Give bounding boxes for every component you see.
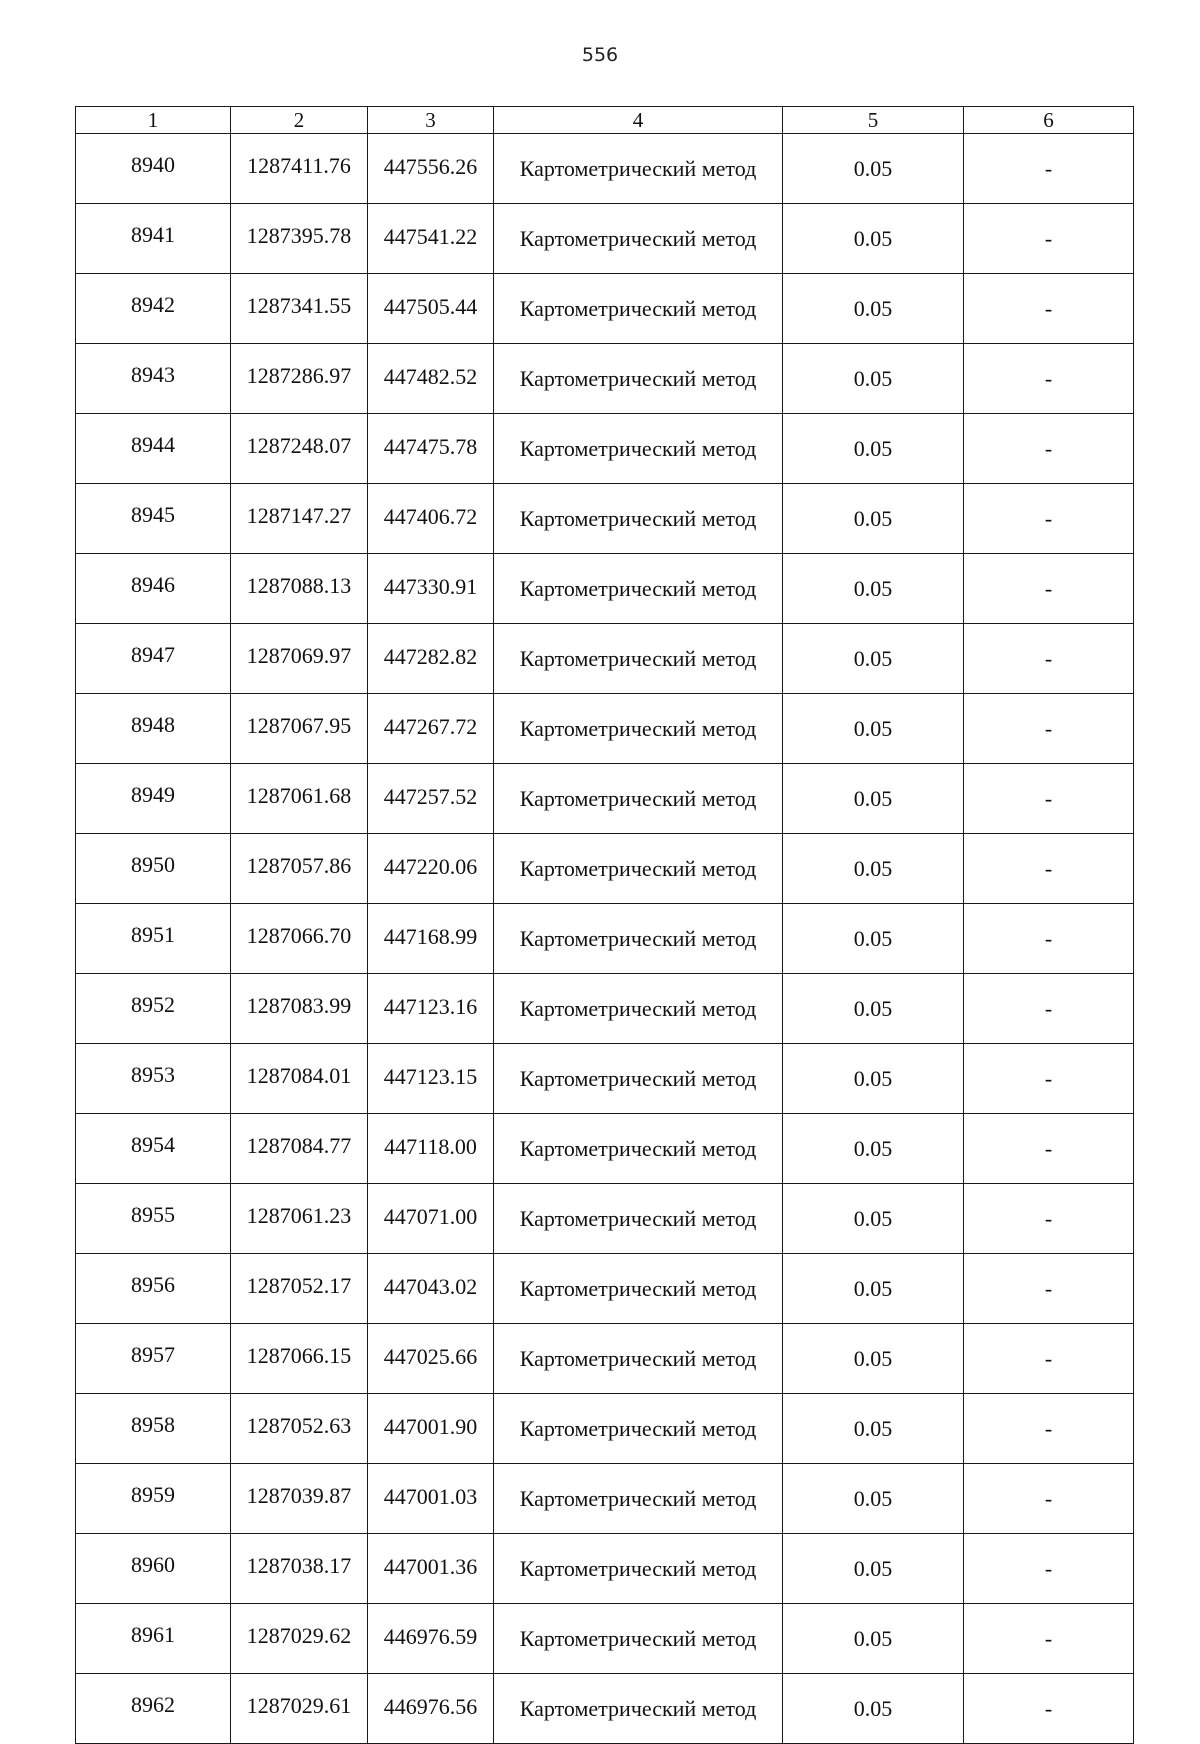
method-cell: Картометрический метод	[494, 904, 783, 974]
point-number-cell: 8950	[76, 834, 231, 904]
point-number-cell: 8949	[76, 764, 231, 834]
note-cell: -	[964, 1184, 1134, 1254]
note-cell: -	[964, 1324, 1134, 1394]
x-coordinate-cell: 1287052.17	[231, 1254, 368, 1324]
method-cell: Картометрический метод	[494, 1324, 783, 1394]
column-header: 6	[964, 107, 1134, 134]
column-header: 1	[76, 107, 231, 134]
accuracy-cell: 0.05	[783, 764, 964, 834]
point-number-cell: 8940	[76, 134, 231, 204]
note-cell: -	[964, 414, 1134, 484]
x-coordinate-cell: 1287057.86	[231, 834, 368, 904]
x-coordinate-cell: 1287061.68	[231, 764, 368, 834]
y-coordinate-cell: 447267.72	[368, 694, 494, 764]
page-number: 556	[581, 44, 619, 66]
method-cell: Картометрический метод	[494, 1254, 783, 1324]
point-number-cell: 8948	[76, 694, 231, 764]
accuracy-cell: 0.05	[783, 1254, 964, 1324]
accuracy-cell: 0.05	[783, 344, 964, 414]
accuracy-cell: 0.05	[783, 624, 964, 694]
point-number-cell: 8953	[76, 1044, 231, 1114]
note-cell: -	[964, 904, 1134, 974]
x-coordinate-cell: 1287084.01	[231, 1044, 368, 1114]
note-cell: -	[964, 204, 1134, 274]
y-coordinate-cell: 447025.66	[368, 1324, 494, 1394]
table-row	[76, 1114, 1134, 1184]
x-coordinate-cell: 1287038.17	[231, 1534, 368, 1604]
accuracy-cell: 0.05	[783, 1534, 964, 1604]
y-coordinate-cell: 447406.72	[368, 484, 494, 554]
table-row	[76, 1184, 1134, 1254]
x-coordinate-cell: 1287039.87	[231, 1464, 368, 1534]
method-cell: Картометрический метод	[494, 204, 783, 274]
table-header	[76, 107, 1134, 134]
note-cell: -	[964, 1394, 1134, 1464]
x-coordinate-cell: 1287066.70	[231, 904, 368, 974]
note-cell: -	[964, 1254, 1134, 1324]
point-number-cell: 8958	[76, 1394, 231, 1464]
point-number-cell: 8951	[76, 904, 231, 974]
y-coordinate-cell: 447071.00	[368, 1184, 494, 1254]
accuracy-cell: 0.05	[783, 904, 964, 974]
x-coordinate-cell: 1287088.13	[231, 554, 368, 624]
accuracy-cell: 0.05	[783, 274, 964, 344]
column-header: 4	[494, 107, 783, 134]
y-coordinate-cell: 447001.36	[368, 1534, 494, 1604]
method-cell: Картометрический метод	[494, 1114, 783, 1184]
x-coordinate-cell: 1287067.95	[231, 694, 368, 764]
x-coordinate-cell: 1287147.27	[231, 484, 368, 554]
table-row	[76, 1394, 1134, 1464]
method-cell: Картометрический метод	[494, 1464, 783, 1534]
x-coordinate-cell: 1287029.61	[231, 1674, 368, 1744]
y-coordinate-cell: 447168.99	[368, 904, 494, 974]
point-number-cell: 8955	[76, 1184, 231, 1254]
table-row	[76, 344, 1134, 414]
column-header: 3	[368, 107, 494, 134]
note-cell: -	[964, 624, 1134, 694]
note-cell: -	[964, 274, 1134, 344]
point-number-cell: 8943	[76, 344, 231, 414]
point-number-cell: 8957	[76, 1324, 231, 1394]
y-coordinate-cell: 447118.00	[368, 1114, 494, 1184]
method-cell: Картометрический метод	[494, 974, 783, 1044]
table-row	[76, 484, 1134, 554]
point-number-cell: 8946	[76, 554, 231, 624]
x-coordinate-cell: 1287084.77	[231, 1114, 368, 1184]
note-cell: -	[964, 344, 1134, 414]
table-row	[76, 974, 1134, 1044]
note-cell: -	[964, 834, 1134, 904]
accuracy-cell: 0.05	[783, 1114, 964, 1184]
method-cell: Картометрический метод	[494, 1534, 783, 1604]
y-coordinate-cell: 447330.91	[368, 554, 494, 624]
accuracy-cell: 0.05	[783, 1184, 964, 1254]
point-number-cell: 8959	[76, 1464, 231, 1534]
note-cell: -	[964, 134, 1134, 204]
method-cell: Картометрический метод	[494, 134, 783, 204]
point-number-cell: 8942	[76, 274, 231, 344]
header-row	[76, 107, 1134, 134]
table-row	[76, 554, 1134, 624]
y-coordinate-cell: 447475.78	[368, 414, 494, 484]
method-cell: Картометрический метод	[494, 1604, 783, 1674]
x-coordinate-cell: 1287248.07	[231, 414, 368, 484]
note-cell: -	[964, 1604, 1134, 1674]
table-row	[76, 274, 1134, 344]
x-coordinate-cell: 1287286.97	[231, 344, 368, 414]
table-row	[76, 1254, 1134, 1324]
y-coordinate-cell: 447541.22	[368, 204, 494, 274]
point-number-cell: 8945	[76, 484, 231, 554]
accuracy-cell: 0.05	[783, 414, 964, 484]
table-row	[76, 1604, 1134, 1674]
method-cell: Картометрический метод	[494, 1394, 783, 1464]
accuracy-cell: 0.05	[783, 554, 964, 624]
note-cell: -	[964, 974, 1134, 1044]
note-cell: -	[964, 1674, 1134, 1744]
y-coordinate-cell: 446976.56	[368, 1674, 494, 1744]
coordinates-table	[75, 106, 1134, 1744]
x-coordinate-cell: 1287066.15	[231, 1324, 368, 1394]
accuracy-cell: 0.05	[783, 1394, 964, 1464]
y-coordinate-cell: 447556.26	[368, 134, 494, 204]
method-cell: Картометрический метод	[494, 624, 783, 694]
table-row	[76, 1464, 1134, 1534]
x-coordinate-cell: 1287083.99	[231, 974, 368, 1044]
note-cell: -	[964, 764, 1134, 834]
point-number-cell: 8962	[76, 1674, 231, 1744]
accuracy-cell: 0.05	[783, 694, 964, 764]
note-cell: -	[964, 694, 1134, 764]
table-row	[76, 204, 1134, 274]
x-coordinate-cell: 1287341.55	[231, 274, 368, 344]
point-number-cell: 8956	[76, 1254, 231, 1324]
accuracy-cell: 0.05	[783, 1044, 964, 1114]
x-coordinate-cell: 1287061.23	[231, 1184, 368, 1254]
y-coordinate-cell: 447043.02	[368, 1254, 494, 1324]
accuracy-cell: 0.05	[783, 204, 964, 274]
accuracy-cell: 0.05	[783, 974, 964, 1044]
y-coordinate-cell: 447220.06	[368, 834, 494, 904]
table-row	[76, 414, 1134, 484]
accuracy-cell: 0.05	[783, 1674, 964, 1744]
table-row	[76, 624, 1134, 694]
point-number-cell: 8954	[76, 1114, 231, 1184]
method-cell: Картометрический метод	[494, 1674, 783, 1744]
column-header: 2	[231, 107, 368, 134]
method-cell: Картометрический метод	[494, 344, 783, 414]
table-body	[76, 134, 1134, 1744]
note-cell: -	[964, 1534, 1134, 1604]
y-coordinate-cell: 447001.90	[368, 1394, 494, 1464]
table-row	[76, 1534, 1134, 1604]
method-cell: Картометрический метод	[494, 694, 783, 764]
point-number-cell: 8941	[76, 204, 231, 274]
table-row	[76, 764, 1134, 834]
accuracy-cell: 0.05	[783, 834, 964, 904]
method-cell: Картометрический метод	[494, 554, 783, 624]
note-cell: -	[964, 484, 1134, 554]
point-number-cell: 8961	[76, 1604, 231, 1674]
method-cell: Картометрический метод	[494, 834, 783, 904]
accuracy-cell: 0.05	[783, 1464, 964, 1534]
y-coordinate-cell: 446976.59	[368, 1604, 494, 1674]
table-row	[76, 1044, 1134, 1114]
x-coordinate-cell: 1287411.76	[231, 134, 368, 204]
point-number-cell: 8944	[76, 414, 231, 484]
table-row	[76, 694, 1134, 764]
x-coordinate-cell: 1287029.62	[231, 1604, 368, 1674]
note-cell: -	[964, 1114, 1134, 1184]
y-coordinate-cell: 447123.16	[368, 974, 494, 1044]
method-cell: Картометрический метод	[494, 414, 783, 484]
point-number-cell: 8952	[76, 974, 231, 1044]
table-row	[76, 134, 1134, 204]
x-coordinate-cell: 1287052.63	[231, 1394, 368, 1464]
note-cell: -	[964, 554, 1134, 624]
y-coordinate-cell: 447482.52	[368, 344, 494, 414]
table-row	[76, 1324, 1134, 1394]
method-cell: Картометрический метод	[494, 1044, 783, 1114]
point-number-cell: 8947	[76, 624, 231, 694]
table-row	[76, 834, 1134, 904]
table-row	[76, 904, 1134, 974]
method-cell: Картометрический метод	[494, 764, 783, 834]
method-cell: Картометрический метод	[494, 274, 783, 344]
x-coordinate-cell: 1287069.97	[231, 624, 368, 694]
column-header: 5	[783, 107, 964, 134]
y-coordinate-cell: 447282.82	[368, 624, 494, 694]
method-cell: Картометрический метод	[494, 1184, 783, 1254]
accuracy-cell: 0.05	[783, 484, 964, 554]
method-cell: Картометрический метод	[494, 484, 783, 554]
accuracy-cell: 0.05	[783, 1604, 964, 1674]
y-coordinate-cell: 447123.15	[368, 1044, 494, 1114]
accuracy-cell: 0.05	[783, 1324, 964, 1394]
note-cell: -	[964, 1044, 1134, 1114]
y-coordinate-cell: 447001.03	[368, 1464, 494, 1534]
y-coordinate-cell: 447505.44	[368, 274, 494, 344]
point-number-cell: 8960	[76, 1534, 231, 1604]
y-coordinate-cell: 447257.52	[368, 764, 494, 834]
table-row	[76, 1674, 1134, 1744]
accuracy-cell: 0.05	[783, 134, 964, 204]
x-coordinate-cell: 1287395.78	[231, 204, 368, 274]
note-cell: -	[964, 1464, 1134, 1534]
